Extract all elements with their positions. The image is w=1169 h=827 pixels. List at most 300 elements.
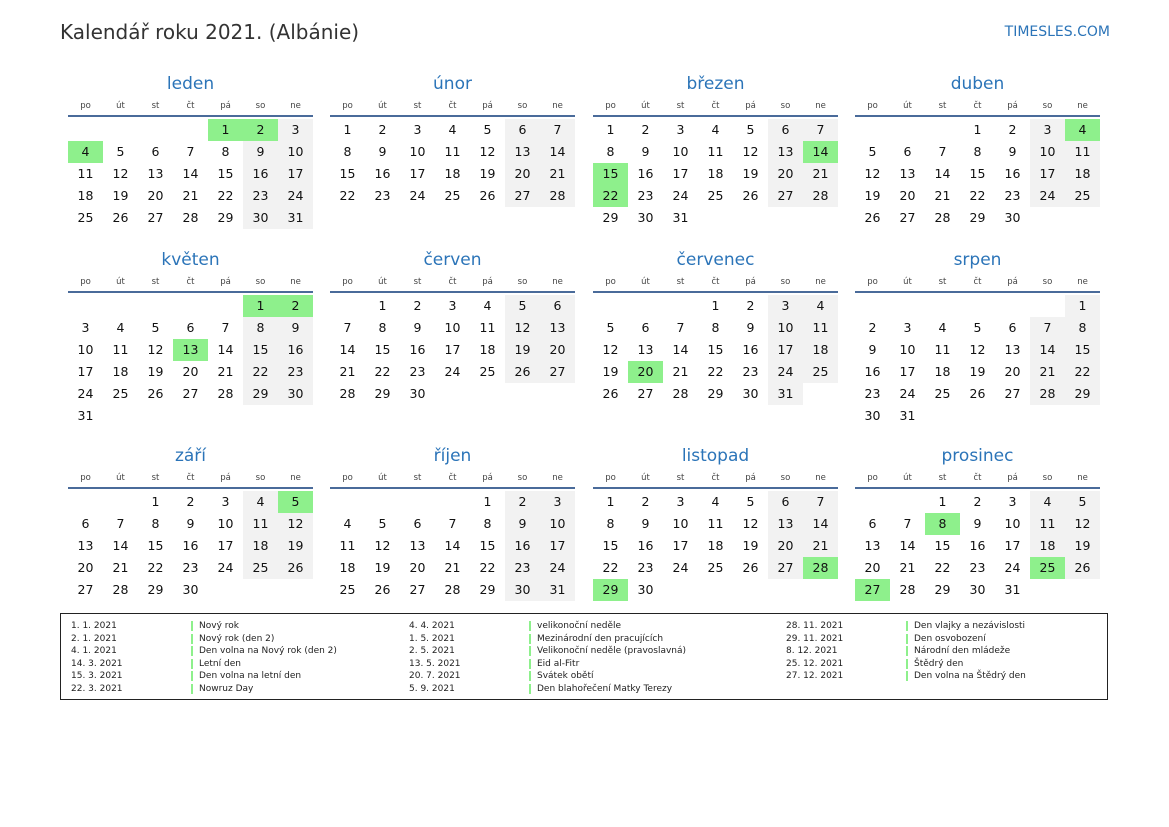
day-cell: 16 bbox=[374, 166, 391, 181]
holiday-date: 4. 4. 2021 bbox=[409, 621, 455, 631]
day-cell: 30 bbox=[505, 579, 540, 601]
weekday-header bbox=[855, 469, 1100, 489]
day-cell: 19 bbox=[742, 166, 759, 181]
day-cell: 6 bbox=[151, 144, 160, 159]
weekday-header bbox=[593, 469, 838, 489]
day-cell: 20 bbox=[899, 188, 916, 203]
day-cell: 20 bbox=[409, 560, 426, 575]
month-block bbox=[330, 71, 575, 207]
day-cell: 23 bbox=[637, 188, 654, 203]
weekday-label: pá bbox=[220, 277, 231, 287]
day-cell: 26 bbox=[742, 188, 759, 203]
day-cell: 21 bbox=[217, 364, 234, 379]
weekday-label: so bbox=[517, 101, 528, 111]
day-cell: 26 bbox=[505, 361, 540, 383]
holiday-name: Den osvobození bbox=[914, 633, 986, 644]
day-cell: 22 bbox=[217, 188, 234, 203]
holiday-day-cell: 2 bbox=[278, 295, 313, 317]
month-name: březen bbox=[686, 74, 745, 94]
holiday-name: Nový rok bbox=[199, 621, 239, 631]
day-cell: 29 bbox=[217, 210, 234, 225]
holiday-day-cell: 15 bbox=[593, 163, 628, 185]
day-cell: 15 bbox=[479, 538, 496, 553]
day-cell: 14 bbox=[217, 342, 234, 357]
weekday-label: čt bbox=[186, 473, 195, 483]
day-cell: 1 bbox=[343, 122, 352, 137]
day-cell: 17 bbox=[672, 538, 689, 553]
weekday-label: pá bbox=[745, 277, 756, 287]
day-cell: 11 bbox=[479, 320, 496, 335]
day-cell: 7 bbox=[1030, 317, 1065, 339]
legend-row bbox=[409, 645, 686, 658]
day-cell: 9 bbox=[641, 516, 650, 531]
holiday-name: velikonoční neděle bbox=[537, 621, 622, 631]
day-cell: 21 bbox=[803, 535, 838, 557]
weekday-header bbox=[330, 97, 575, 117]
holiday-name: Eid al-Fitr bbox=[537, 658, 580, 669]
day-cell: 12 bbox=[112, 166, 129, 181]
holiday-marker bbox=[906, 671, 908, 681]
holiday-name: Národní den mládeže bbox=[914, 646, 1011, 657]
day-cell: 18 bbox=[112, 364, 129, 379]
day-cell: 22 bbox=[602, 560, 619, 575]
weekday-label: so bbox=[1042, 277, 1053, 287]
day-cell: 12 bbox=[1065, 513, 1100, 535]
day-cell: 24 bbox=[444, 364, 461, 379]
day-cell: 24 bbox=[1004, 560, 1021, 575]
holiday-name: Den volna na Štědrý den bbox=[914, 671, 1026, 682]
day-cell: 19 bbox=[1065, 535, 1100, 557]
day-cell: 15 bbox=[243, 339, 278, 361]
day-cell: 22 bbox=[374, 364, 391, 379]
day-cell: 19 bbox=[479, 166, 496, 181]
day-cell: 15 bbox=[374, 342, 391, 357]
legend-column bbox=[786, 620, 1026, 683]
holiday-name: Den volna na letní den bbox=[199, 671, 302, 682]
day-cell: 17 bbox=[278, 163, 313, 185]
holiday-day-cell: 13 bbox=[173, 339, 208, 361]
holiday-date: 1. 5. 2021 bbox=[409, 633, 455, 644]
month-name: září bbox=[174, 446, 207, 466]
day-cell: 8 bbox=[711, 320, 720, 335]
day-cell: 1 bbox=[938, 494, 947, 509]
day-cell: 14 bbox=[934, 166, 951, 181]
day-cell: 25 bbox=[707, 188, 724, 203]
month-block bbox=[68, 247, 313, 427]
day-cell: 18 bbox=[803, 339, 838, 361]
day-cell: 23 bbox=[505, 557, 540, 579]
day-cell: 6 bbox=[641, 320, 650, 335]
day-cell: 16 bbox=[505, 535, 540, 557]
empty-cell bbox=[960, 295, 995, 317]
weekday-label: st bbox=[151, 473, 160, 483]
weekday-header bbox=[855, 273, 1100, 293]
empty-cell bbox=[68, 491, 103, 513]
day-cell: 31 bbox=[77, 408, 94, 423]
day-cell: 17 bbox=[540, 535, 575, 557]
day-cell: 14 bbox=[339, 342, 356, 357]
weekday-label: pá bbox=[482, 277, 493, 287]
day-cell: 10 bbox=[444, 320, 461, 335]
month-block bbox=[68, 443, 313, 601]
empty-cell bbox=[890, 119, 925, 141]
weekday-label: pá bbox=[482, 101, 493, 111]
day-cell: 29 bbox=[374, 386, 391, 401]
weekday-label: st bbox=[151, 101, 160, 111]
empty-cell bbox=[1030, 295, 1065, 317]
day-cell: 25 bbox=[479, 364, 496, 379]
month-name: duben bbox=[950, 74, 1005, 94]
month-name: srpen bbox=[953, 250, 1002, 270]
day-cell: 29 bbox=[707, 386, 724, 401]
weekday-label: so bbox=[255, 473, 266, 483]
day-cell: 1 bbox=[606, 122, 615, 137]
day-cell: 1 bbox=[711, 298, 720, 313]
day-cell: 24 bbox=[1030, 185, 1065, 207]
day-grid bbox=[330, 295, 575, 405]
day-cell: 28 bbox=[217, 386, 234, 401]
day-cell: 27 bbox=[1004, 386, 1021, 401]
empty-cell bbox=[365, 491, 400, 513]
empty-cell bbox=[855, 119, 890, 141]
day-cell: 30 bbox=[278, 383, 313, 405]
holiday-marker bbox=[906, 621, 908, 631]
day-cell: 19 bbox=[505, 339, 540, 361]
day-cell: 7 bbox=[676, 320, 685, 335]
holiday-name: Mezinárodní den pracujících bbox=[537, 633, 664, 644]
day-cell: 18 bbox=[1065, 163, 1100, 185]
day-cell: 26 bbox=[147, 386, 164, 401]
legend-row bbox=[786, 670, 1026, 683]
day-cell: 27 bbox=[637, 386, 654, 401]
day-cell: 18 bbox=[934, 364, 951, 379]
day-cell: 23 bbox=[864, 386, 881, 401]
holiday-marker bbox=[529, 659, 531, 669]
empty-cell bbox=[855, 295, 890, 317]
day-cell: 25 bbox=[112, 386, 129, 401]
day-cell: 10 bbox=[77, 342, 94, 357]
day-cell: 1 bbox=[483, 494, 492, 509]
empty-cell bbox=[330, 295, 365, 317]
day-cell: 29 bbox=[969, 210, 986, 225]
day-cell: 16 bbox=[278, 339, 313, 361]
day-cell: 2 bbox=[413, 298, 422, 313]
day-cell: 5 bbox=[378, 516, 387, 531]
day-cell: 7 bbox=[448, 516, 457, 531]
day-cell: 6 bbox=[186, 320, 195, 335]
weekday-label: ne bbox=[815, 101, 826, 111]
day-cell: 9 bbox=[278, 317, 313, 339]
weekday-header bbox=[593, 273, 838, 293]
day-cell: 10 bbox=[899, 342, 916, 357]
day-cell: 13 bbox=[77, 538, 94, 553]
day-cell: 3 bbox=[768, 295, 803, 317]
day-cell: 3 bbox=[1008, 494, 1017, 509]
holiday-name: Letní den bbox=[199, 658, 241, 669]
weekday-label: čt bbox=[973, 277, 982, 287]
day-cell: 15 bbox=[934, 538, 951, 553]
day-cell: 15 bbox=[217, 166, 234, 181]
weekday-label: út bbox=[641, 473, 650, 483]
weekday-label: čt bbox=[711, 473, 720, 483]
day-cell: 24 bbox=[278, 185, 313, 207]
day-cell: 27 bbox=[409, 582, 426, 597]
day-cell: 19 bbox=[602, 364, 619, 379]
day-cell: 25 bbox=[1065, 185, 1100, 207]
weekday-label: čt bbox=[448, 473, 457, 483]
weekday-header bbox=[855, 97, 1100, 117]
month-block bbox=[855, 71, 1100, 229]
day-cell: 16 bbox=[637, 538, 654, 553]
day-cell: 17 bbox=[899, 364, 916, 379]
weekday-label: út bbox=[903, 101, 912, 111]
weekday-label: st bbox=[413, 277, 422, 287]
day-cell: 1 bbox=[1065, 295, 1100, 317]
holiday-marker bbox=[191, 634, 193, 644]
holiday-day-cell: 28 bbox=[803, 557, 838, 579]
empty-cell bbox=[68, 295, 103, 317]
day-cell: 1 bbox=[973, 122, 982, 137]
day-cell: 1 bbox=[151, 494, 160, 509]
weekday-label: so bbox=[780, 277, 791, 287]
day-cell: 2 bbox=[186, 494, 195, 509]
empty-cell bbox=[138, 119, 173, 141]
day-cell: 10 bbox=[217, 516, 234, 531]
empty-cell bbox=[925, 119, 960, 141]
day-cell: 16 bbox=[637, 166, 654, 181]
weekday-label: po bbox=[80, 277, 91, 287]
weekday-label: so bbox=[780, 101, 791, 111]
day-cell: 3 bbox=[448, 298, 457, 313]
day-cell: 14 bbox=[1030, 339, 1065, 361]
day-cell: 7 bbox=[343, 320, 352, 335]
day-cell: 26 bbox=[278, 557, 313, 579]
day-cell: 23 bbox=[243, 185, 278, 207]
day-cell: 10 bbox=[409, 144, 426, 159]
day-cell: 4 bbox=[711, 494, 720, 509]
holiday-date: 8. 12. 2021 bbox=[786, 646, 838, 657]
empty-cell bbox=[208, 295, 243, 317]
day-cell: 11 bbox=[243, 513, 278, 535]
page-title: Kalendář roku 2021. (Albánie) bbox=[60, 20, 360, 44]
day-cell: 22 bbox=[707, 364, 724, 379]
day-cell: 8 bbox=[606, 516, 615, 531]
day-cell: 12 bbox=[505, 317, 540, 339]
day-cell: 29 bbox=[934, 582, 951, 597]
month-name: leden bbox=[166, 74, 215, 94]
weekday-label: út bbox=[116, 277, 125, 287]
weekday-label: st bbox=[413, 473, 422, 483]
day-cell: 19 bbox=[374, 560, 391, 575]
holiday-date: 27. 12. 2021 bbox=[786, 671, 844, 682]
weekday-label: so bbox=[780, 473, 791, 483]
holiday-marker bbox=[191, 684, 193, 694]
holiday-date: 28. 11. 2021 bbox=[786, 621, 844, 631]
month-name: červen bbox=[423, 250, 482, 270]
day-cell: 9 bbox=[378, 144, 387, 159]
day-cell: 23 bbox=[182, 560, 199, 575]
day-cell: 26 bbox=[864, 210, 881, 225]
weekday-label: st bbox=[938, 277, 947, 287]
day-cell: 30 bbox=[409, 386, 426, 401]
holiday-day-cell: 1 bbox=[243, 295, 278, 317]
day-cell: 12 bbox=[969, 342, 986, 357]
weekday-label: pá bbox=[1007, 277, 1018, 287]
holiday-marker bbox=[529, 621, 531, 631]
day-cell: 17 bbox=[1004, 538, 1021, 553]
weekday-label: ne bbox=[815, 277, 826, 287]
day-cell: 12 bbox=[374, 538, 391, 553]
day-cell: 8 bbox=[221, 144, 230, 159]
day-cell: 13 bbox=[147, 166, 164, 181]
day-cell: 13 bbox=[768, 141, 803, 163]
day-cell: 30 bbox=[1004, 210, 1021, 225]
day-cell: 12 bbox=[742, 144, 759, 159]
empty-cell bbox=[68, 119, 103, 141]
weekday-label: út bbox=[116, 473, 125, 483]
legend-row bbox=[409, 658, 686, 671]
month-block bbox=[593, 71, 838, 229]
day-cell: 15 bbox=[1065, 339, 1100, 361]
day-grid bbox=[68, 295, 313, 427]
weekday-label: po bbox=[80, 473, 91, 483]
day-cell: 28 bbox=[672, 386, 689, 401]
empty-cell bbox=[890, 295, 925, 317]
month-block bbox=[855, 247, 1100, 427]
day-cell: 29 bbox=[147, 582, 164, 597]
day-cell: 3 bbox=[221, 494, 230, 509]
day-cell: 5 bbox=[973, 320, 982, 335]
day-grid bbox=[593, 295, 838, 405]
weekday-label: po bbox=[342, 277, 353, 287]
weekday-label: ne bbox=[1077, 473, 1088, 483]
day-cell: 20 bbox=[147, 188, 164, 203]
weekday-label: pá bbox=[745, 101, 756, 111]
day-cell: 3 bbox=[540, 491, 575, 513]
legend-row bbox=[71, 670, 337, 683]
holiday-name: Nový rok (den 2) bbox=[199, 633, 275, 644]
day-cell: 24 bbox=[540, 557, 575, 579]
holiday-date: 25. 12. 2021 bbox=[786, 658, 844, 669]
holiday-day-cell: 22 bbox=[593, 185, 628, 207]
day-cell: 13 bbox=[637, 342, 654, 357]
day-cell: 30 bbox=[637, 210, 654, 225]
day-cell: 21 bbox=[182, 188, 199, 203]
weekday-label: pá bbox=[482, 473, 493, 483]
holiday-marker bbox=[191, 646, 193, 656]
weekday-label: so bbox=[517, 277, 528, 287]
day-cell: 3 bbox=[278, 119, 313, 141]
day-cell: 16 bbox=[243, 163, 278, 185]
day-cell: 26 bbox=[602, 386, 619, 401]
day-cell: 19 bbox=[278, 535, 313, 557]
day-cell: 12 bbox=[602, 342, 619, 357]
empty-cell bbox=[400, 491, 435, 513]
holiday-day-cell: 14 bbox=[803, 141, 838, 163]
day-cell: 3 bbox=[413, 122, 422, 137]
day-cell: 22 bbox=[969, 188, 986, 203]
day-cell: 14 bbox=[899, 538, 916, 553]
weekday-label: út bbox=[641, 277, 650, 287]
weekday-label: pá bbox=[1007, 101, 1018, 111]
day-cell: 13 bbox=[768, 513, 803, 535]
day-cell: 22 bbox=[934, 560, 951, 575]
weekday-label: út bbox=[378, 101, 387, 111]
day-cell: 2 bbox=[973, 494, 982, 509]
empty-cell bbox=[103, 119, 138, 141]
site-link[interactable]: TIMESLES.COM bbox=[1004, 24, 1110, 40]
day-cell: 31 bbox=[768, 383, 803, 405]
day-cell: 19 bbox=[147, 364, 164, 379]
day-cell: 22 bbox=[479, 560, 496, 575]
day-cell: 25 bbox=[803, 361, 838, 383]
day-cell: 16 bbox=[864, 364, 881, 379]
day-cell: 17 bbox=[1030, 163, 1065, 185]
holiday-name: Den vlajky a nezávislosti bbox=[914, 621, 1026, 631]
day-cell: 7 bbox=[938, 144, 947, 159]
day-cell: 21 bbox=[444, 560, 461, 575]
day-cell: 2 bbox=[641, 494, 650, 509]
day-cell: 16 bbox=[182, 538, 199, 553]
day-cell: 28 bbox=[1030, 383, 1065, 405]
day-cell: 17 bbox=[444, 342, 461, 357]
weekday-label: st bbox=[676, 473, 685, 483]
day-cell: 14 bbox=[182, 166, 199, 181]
day-grid bbox=[855, 491, 1100, 601]
day-cell: 11 bbox=[339, 538, 356, 553]
day-cell: 11 bbox=[444, 144, 461, 159]
day-cell: 5 bbox=[483, 122, 492, 137]
day-cell: 21 bbox=[934, 188, 951, 203]
day-grid bbox=[330, 491, 575, 601]
legend-column bbox=[409, 620, 686, 696]
day-cell: 12 bbox=[278, 513, 313, 535]
day-cell: 24 bbox=[77, 386, 94, 401]
holiday-marker bbox=[529, 671, 531, 681]
day-cell: 17 bbox=[672, 166, 689, 181]
day-cell: 24 bbox=[409, 188, 426, 203]
day-cell: 28 bbox=[112, 582, 129, 597]
day-cell: 2 bbox=[746, 298, 755, 313]
day-cell: 9 bbox=[243, 141, 278, 163]
weekday-label: út bbox=[903, 473, 912, 483]
day-grid bbox=[855, 295, 1100, 427]
day-cell: 15 bbox=[602, 538, 619, 553]
day-cell: 4 bbox=[1030, 491, 1065, 513]
day-cell: 24 bbox=[899, 386, 916, 401]
day-cell: 1 bbox=[606, 494, 615, 509]
day-cell: 3 bbox=[903, 320, 912, 335]
empty-cell bbox=[593, 295, 628, 317]
day-cell: 31 bbox=[540, 579, 575, 601]
day-cell: 24 bbox=[672, 188, 689, 203]
weekday-label: ne bbox=[1077, 101, 1088, 111]
empty-cell bbox=[173, 119, 208, 141]
day-cell: 11 bbox=[77, 166, 94, 181]
day-cell: 6 bbox=[903, 144, 912, 159]
day-cell: 28 bbox=[803, 185, 838, 207]
day-cell: 27 bbox=[768, 185, 803, 207]
weekday-label: st bbox=[676, 277, 685, 287]
weekday-label: pá bbox=[745, 473, 756, 483]
holiday-date: 29. 11. 2021 bbox=[786, 633, 844, 644]
weekday-label: út bbox=[378, 277, 387, 287]
holiday-name: Velikonoční neděle (pravoslavná) bbox=[537, 646, 687, 657]
legend-row bbox=[409, 683, 686, 696]
day-cell: 15 bbox=[969, 166, 986, 181]
day-cell: 23 bbox=[409, 364, 426, 379]
day-cell: 9 bbox=[973, 516, 982, 531]
